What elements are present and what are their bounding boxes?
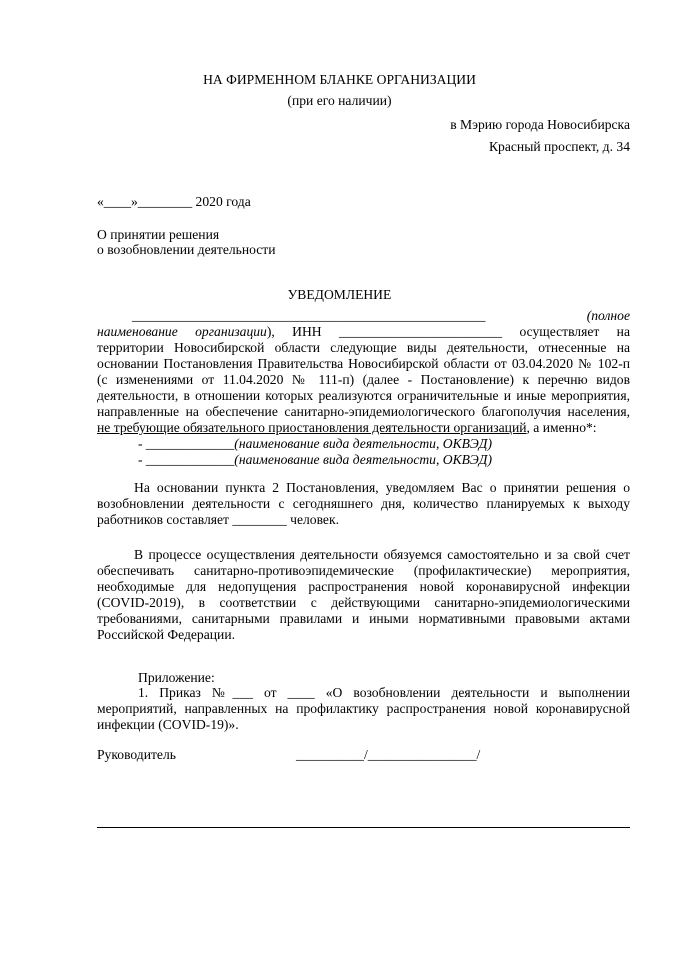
para1-line8: не требующие обязательного приостановления деятельности организаций, а именно*: bbox=[97, 420, 597, 435]
subject-line-1: О принятии решения bbox=[97, 227, 220, 242]
para3-line1: В процессе осуществления деятельности обязуемся самостоятельно и за свой счет bbox=[134, 547, 630, 562]
para1-line1: ____________________________________________________ (полное bbox=[132, 308, 630, 323]
activity-item: - _____________(наименование вида деятельности, ОКВЭД) bbox=[138, 452, 492, 467]
appendix-line2: мероприятий, направленных на профилактику распространения новой коронавирусной bbox=[97, 701, 630, 716]
para1-line5: (с изменениями от 11.04.2020 № 111-п) (далее - Постановление) к перечню видов bbox=[97, 372, 630, 387]
para2-line3: работников составляет ________ человек. bbox=[97, 512, 339, 527]
para1-line3: территории Новосибирской области следующие виды деятельности, отнесенные на bbox=[97, 340, 630, 355]
para1-line6: деятельности, в отношении которых реализуются ограничительные и иные мероприятия, bbox=[97, 388, 630, 403]
footer-rule bbox=[97, 827, 630, 828]
subject-line-2: о возобновлении деятельности bbox=[97, 242, 276, 257]
para2-line2: возобновлении деятельности с сегодняшнего дня, количество планируемых к выходу bbox=[97, 496, 630, 511]
para3-line4: (COVID-2019), в соответствии с действующими санитарно-эпидемиологическими bbox=[97, 595, 630, 610]
para3-line3: необходимые для недопущения распространения новой коронавирусной инфекции bbox=[97, 579, 630, 594]
document-title: УВЕДОМЛЕНИЕ bbox=[287, 287, 392, 302]
appendix-heading: Приложение: bbox=[138, 670, 215, 685]
para1-line7: направленные на обеспечение санитарно-эпидемиологического благополучия населения, bbox=[97, 404, 630, 419]
para3-line5: требованиями, санитарными правилами и иными нормативными правовыми актами bbox=[97, 611, 630, 626]
date-line: «____»________ 2020 года bbox=[97, 194, 251, 209]
letterhead-note-sub: (при его наличии) bbox=[287, 93, 392, 108]
appendix-line1: 1. Приказ №___ от ____ «О возобновлении деятельности и выполнении bbox=[138, 685, 630, 700]
letterhead-note: НА ФИРМЕННОМ БЛАНКЕ ОРГАНИЗАЦИИ bbox=[203, 72, 476, 87]
para2-line1: На основании пункта 2 Постановления, уведомляем Вас о принятии решения о bbox=[134, 480, 630, 495]
para3-line2: обеспечивать санитарно-противоэпидемические (профилактические) мероприятия, bbox=[97, 563, 630, 578]
activity-item: - _____________(наименование вида деятельности, ОКВЭД) bbox=[138, 436, 492, 451]
addressee-line-1: в Мэрию города Новосибирска bbox=[450, 117, 630, 132]
signature-line: __________/________________/ bbox=[296, 747, 481, 762]
signature-label: Руководитель bbox=[97, 747, 176, 762]
para1-line4: основании Постановления Правительства Новосибирской области от 03.04.2020 № 102-п bbox=[97, 356, 630, 371]
addressee-line-2: Красный проспект, д. 34 bbox=[488, 139, 630, 154]
para1-line2: наименование организации), ИНН ________________________ осуществляет на bbox=[97, 324, 630, 339]
appendix-line3: инфекции (COVID-19)». bbox=[97, 717, 239, 732]
para3-line6: Российской Федерации. bbox=[97, 627, 235, 642]
